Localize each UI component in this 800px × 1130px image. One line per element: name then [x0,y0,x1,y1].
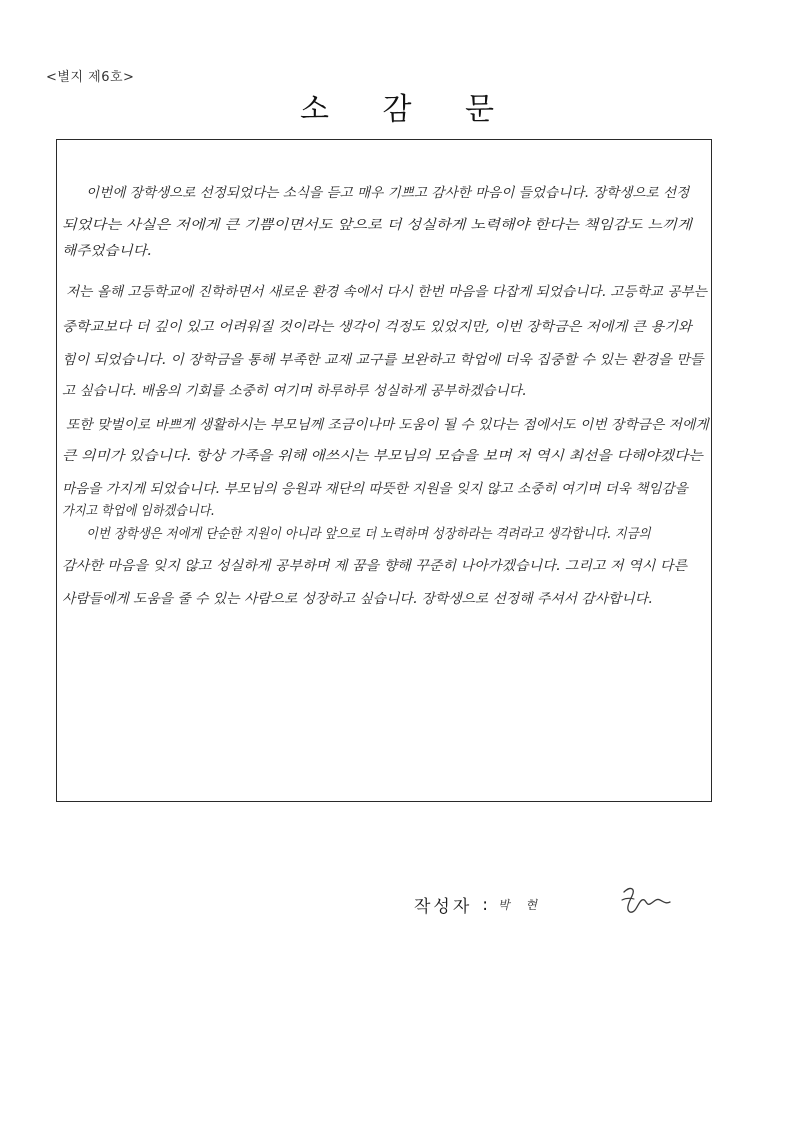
author-colon: : [482,894,489,915]
body-line: 저는 올해 고등학교에 진학하면서 새로운 환경 속에서 다시 한번 마음을 다잡게 되었습니다. 고등학교 공부는 [66,284,707,300]
handwritten-signature [616,880,676,920]
body-line: 큰 의미가 있습니다. 항상 가족을 위해 애쓰시는 부모님의 모습을 보며 저 역시 최선을 다해야겠다는 [62,448,703,464]
body-line: 힘이 되었습니다. 이 장학금을 통해 부족한 교재 교구를 보완하고 학업에 더욱 집중할 수 있는 환경을 만들 [62,352,704,368]
body-line: 해주었습니다. [62,243,152,259]
body-line: 가지고 학업에 임하겠습니다. [62,503,215,519]
body-line: 고 싶습니다. 배움의 기회를 소중히 여기며 하루하루 성실하게 공부하겠습니다. [62,383,527,399]
form-number: <별지 제6호> [46,70,135,85]
body-line: 이번 장학생은 저에게 단순한 지원이 아니라 앞으로 더 노력하며 성장하라는 격려라고 생각합니다. 지금의 [86,526,651,542]
body-line: 감사한 마음을 잊지 않고 성실하게 공부하며 제 꿈을 향해 꾸준히 나아가겠습니다. 그리고 저 역시 다른 [62,558,688,574]
body-line: 이번에 장학생으로 선정되었다는 소식을 듣고 매우 기쁘고 감사한 마음이 들었습니다. 장학생으로 선정 [86,185,690,201]
author-label: 작성자 [414,897,473,917]
body-line: 또한 맞벌이로 바쁘게 생활하시는 부모님께 조금이나마 도움이 될 수 있다는 점에서도 이번 장학금은 저에게 [66,417,709,433]
body-line: 중학교보다 더 깊이 있고 어려워질 것이라는 생각이 걱정도 있었지만, 이번 장학금은 저에게 큰 용기와 [62,319,692,335]
document-title: 소 감 문 [299,92,516,127]
body-line: 되었다는 사실은 저에게 큰 기쁨이면서도 앞으로 더 성실하게 노력해야 한다는 책임감도 느끼게 [62,217,692,233]
body-line: 마음을 가지게 되었습니다. 부모님의 응원과 재단의 따뜻한 지원을 잊지 않고 소중히 여기며 더욱 책임감을 [62,481,688,497]
essay-frame [56,139,712,802]
body-line: 사람들에게 도움을 줄 수 있는 사람으로 성장하고 싶습니다. 장학생으로 선정해 주셔서 감사합니다. [62,591,653,607]
author-name: 박 현 [498,898,544,912]
author-signature-row [414,892,543,917]
